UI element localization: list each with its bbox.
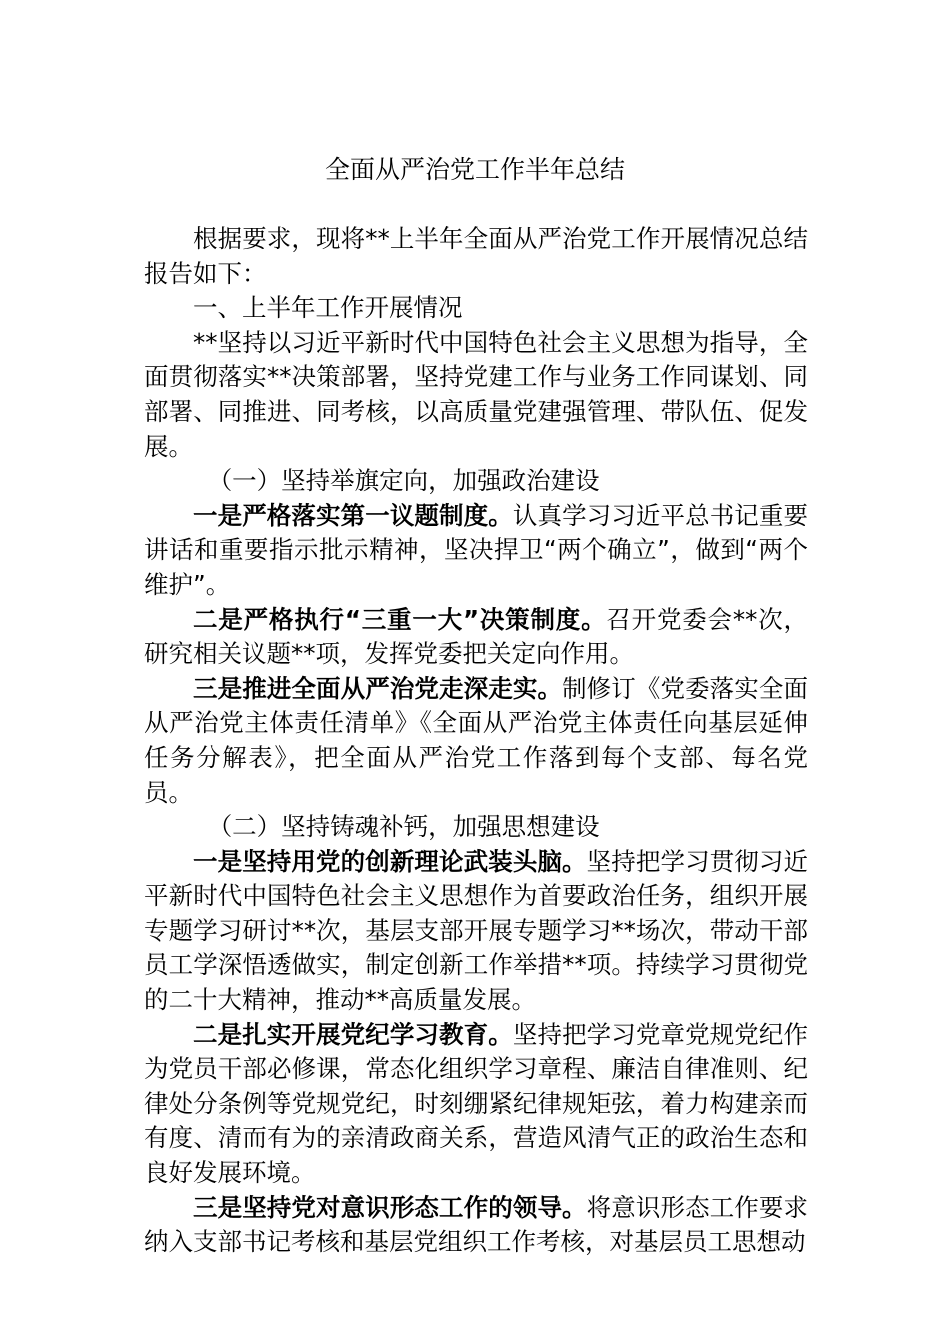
paragraph-item bbox=[144, 499, 808, 603]
paragraph-lead: 二是严格执行“三重一大”决策制度。 bbox=[193, 604, 607, 634]
paragraph-item bbox=[144, 1191, 808, 1260]
paragraph-text: 制修订《党委落实全面从严治党主体责任清单》《全面从严治党主体责任向基层延伸任务分解表》，把全面从严治党工作落到每个支部、每名党员。 bbox=[144, 673, 808, 807]
paragraph-lead: 一是坚持用党的创新理论武装头脑。 bbox=[193, 846, 587, 876]
paragraph-item bbox=[144, 672, 808, 810]
paragraph-item bbox=[144, 845, 808, 1018]
paragraph-item bbox=[144, 603, 808, 672]
paragraph-lead: 三是坚持党对意识形态工作的领导。 bbox=[193, 1192, 587, 1222]
paragraph-lead: 一是严格落实第一议题制度。 bbox=[193, 500, 513, 530]
paragraph-text: 认真学习习近平总书记重要讲话和重要指示批示精神，坚决捍卫“两个确立”，做到“两个维护”。 bbox=[144, 500, 809, 599]
section-summary-paragraph: **坚持以习近平新时代中国特色社会主义思想为指导，全面贯彻落实**决策部署，坚持党建工作与业务工作同谋划、同部署、同推进、同考核，以高质量党建强管理、带队伍、促发展。 bbox=[144, 327, 808, 461]
paragraph-text: 召开党委会**次，研究相关议题**项，发挥党委把关定向作用。 bbox=[144, 604, 809, 669]
paragraph-lead: 二是扎实开展党纪学习教育。 bbox=[193, 1019, 513, 1049]
document-body bbox=[144, 222, 808, 1260]
paragraph-lead: 三是推进全面从严治党走深走实。 bbox=[193, 673, 563, 703]
section-heading-1: 一、上半年工作开展情况 bbox=[193, 293, 463, 323]
paragraph-text: 将意识形态工作要求纳入支部书记考核和基层党组织工作考核，对基层员工思想动 bbox=[144, 1192, 809, 1257]
intro-paragraph: 根据要求，现将**上半年全面从严治党工作开展情况总结报告如下： bbox=[144, 224, 808, 288]
subsection-heading-2: （二）坚持铸魂补钙，加强思想建设 bbox=[207, 812, 600, 842]
paragraph-item bbox=[144, 1018, 808, 1191]
paragraph-text: 坚持把学习贯彻习近平新时代中国特色社会主义思想作为首要政治任务，组织开展专题学习研讨**次，基层支部开展专题学习**场次，带动干部员工学深悟透做实，制定创新工作举措**项。持续学习贯彻党的二十大精神，推动**高质量发展。 bbox=[144, 846, 809, 1015]
document-title: 全面从严治党工作半年总结 bbox=[324, 155, 625, 184]
subsection-heading-1: （一）坚持举旗定向，加强政治建设 bbox=[207, 466, 600, 496]
paragraph-text: 坚持把学习党章党规党纪作为党员干部必修课，常态化组织学习章程、廉洁自律准则、纪律处分条例等党规党纪，时刻绷紧纪律规矩弦，着力构建亲而有度、清而有为的亲清政商关系，营造风清气正的政治生态和良好发展环境。 bbox=[144, 1019, 809, 1188]
